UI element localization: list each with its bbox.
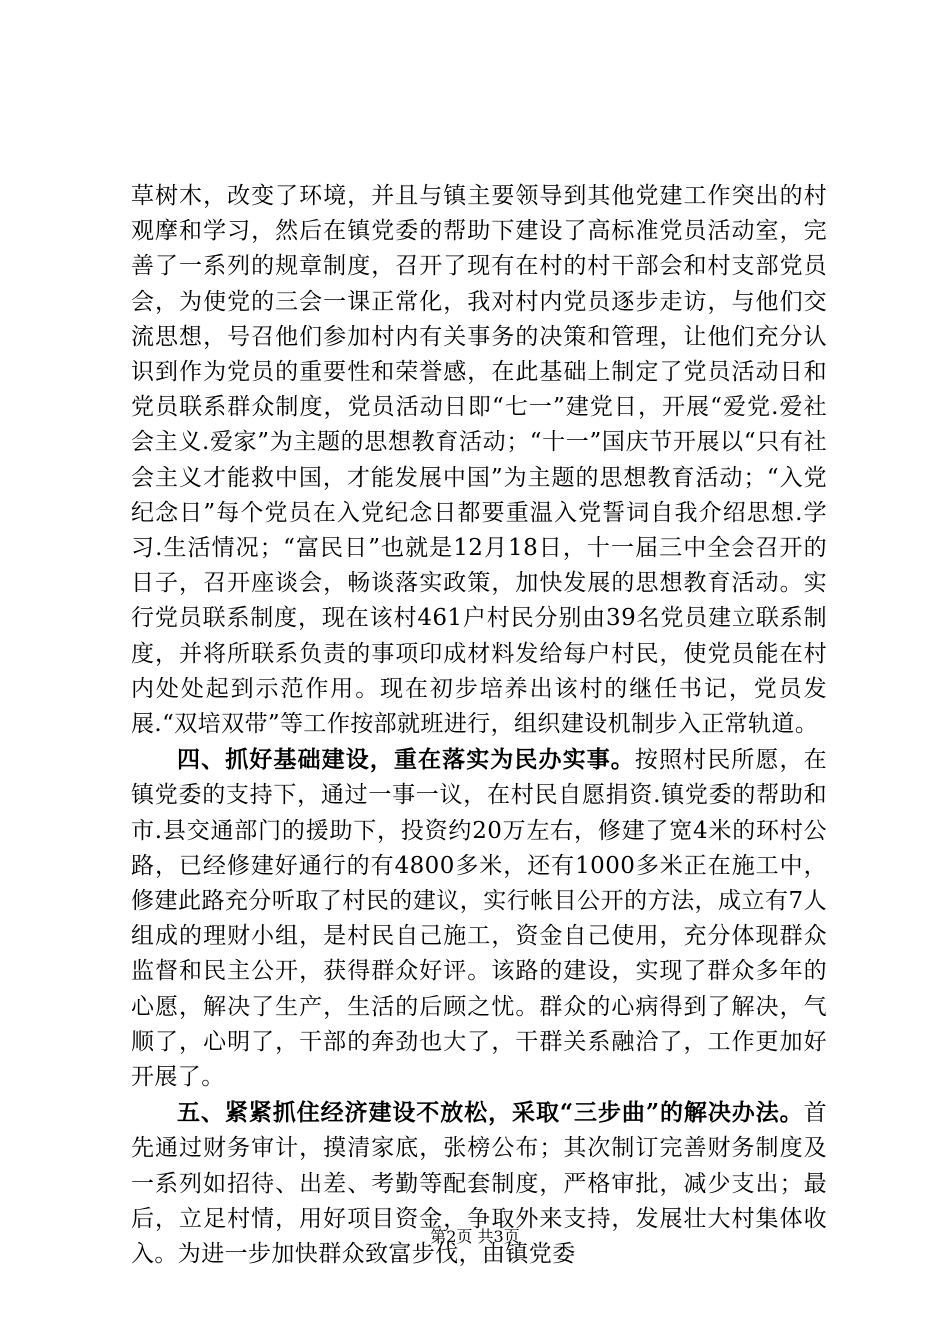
paragraph-1	[131, 178, 827, 742]
paragraph-3-text: 首先通过财务审计，摸清家底，张榜公布；其次制订完善财务制度及一系列如招待、出差、考勤等配套制度，严格审批，减少支出；最后，立足村情，用好项目资金，争取外来支持，发展壮大村集体收入。为进一步加快群众致富步伐，由镇党委	[131, 1100, 827, 1268]
page-footer: 第2页 共3页	[430, 1227, 520, 1246]
paragraph-1-text: 草树木，改变了环境，并且与镇主要领导到其他党建工作突出的村观摩和学习，然后在镇党委的帮助下建设了高标准党员活动室，完善了一系列的规章制度，召开了现有在村的村干部会和村支部党员会，为使党的三会一课正常化，我对村内党员逐步走访，与他们交流思想，号召他们参加村内有关事务的决策和管理，让他们充分认识到作为党员的重要性和荣誉感，在此基础上制定了党员活动日和党员联系群众制度，党员活动日即“七一”建党日，开展“爱党.爱社会主义.爱家”为主题的思想教育活动；“十一”国庆节开展以“只有社会主义才能救中国，才能发展中国”为主题的思想教育活动；“入党纪念日”每个党员在入党纪念日都要重温入党誓词自我介绍思想.学习.生活情况；“富民日”也就是12月18日，十一届三中全会召开的日子，召开座谈会，畅谈落实政策，加快发展的思想教育活动。实行党员联系制度，现在该村461户村民分别由39名党员建立联系制度，并将所联系负责的事项印成材料发给每户村民，使党员能在村内处处起到示范作用。现在初步培养出该村的继任书记，党员发展.“双培双带”等工作按部就班进行，组织建设机制步入正常轨道。	[131, 183, 827, 738]
paragraph-2	[131, 742, 827, 1095]
paragraph-2-text: 按照村民所愿，在镇党委的支持下，通过一事一议，在村民自愿捐资.镇党委的帮助和市.县交通部门的援助下，投资约20万左右，修建了宽4米的环村公路，已经修建好通行的有4800多米，还有1000多米正在施工中，修建此路充分听取了村民的建议，实行帐目公开的方法，成立有7人组成的理财小组，是村民自己施工，资金自己使用，充分体现群众监督和民主公开，获得群众好评。该路的建设，实现了群众多年的心愿，解决了生产，生活的后顾之忧。群众的心病得到了解决，气顺了，心明了，干部的奔劲也大了，干群关系融洽了，工作更加好开展了。	[131, 747, 827, 1091]
document-body	[131, 178, 827, 1272]
paragraph-2-heading: 四、抓好基础建设，重在落实为民办实事。	[177, 746, 635, 774]
paragraph-3-heading: 五、紧紧抓住经济建设不放松，采取“三步曲”的解决办法。	[177, 1099, 804, 1127]
